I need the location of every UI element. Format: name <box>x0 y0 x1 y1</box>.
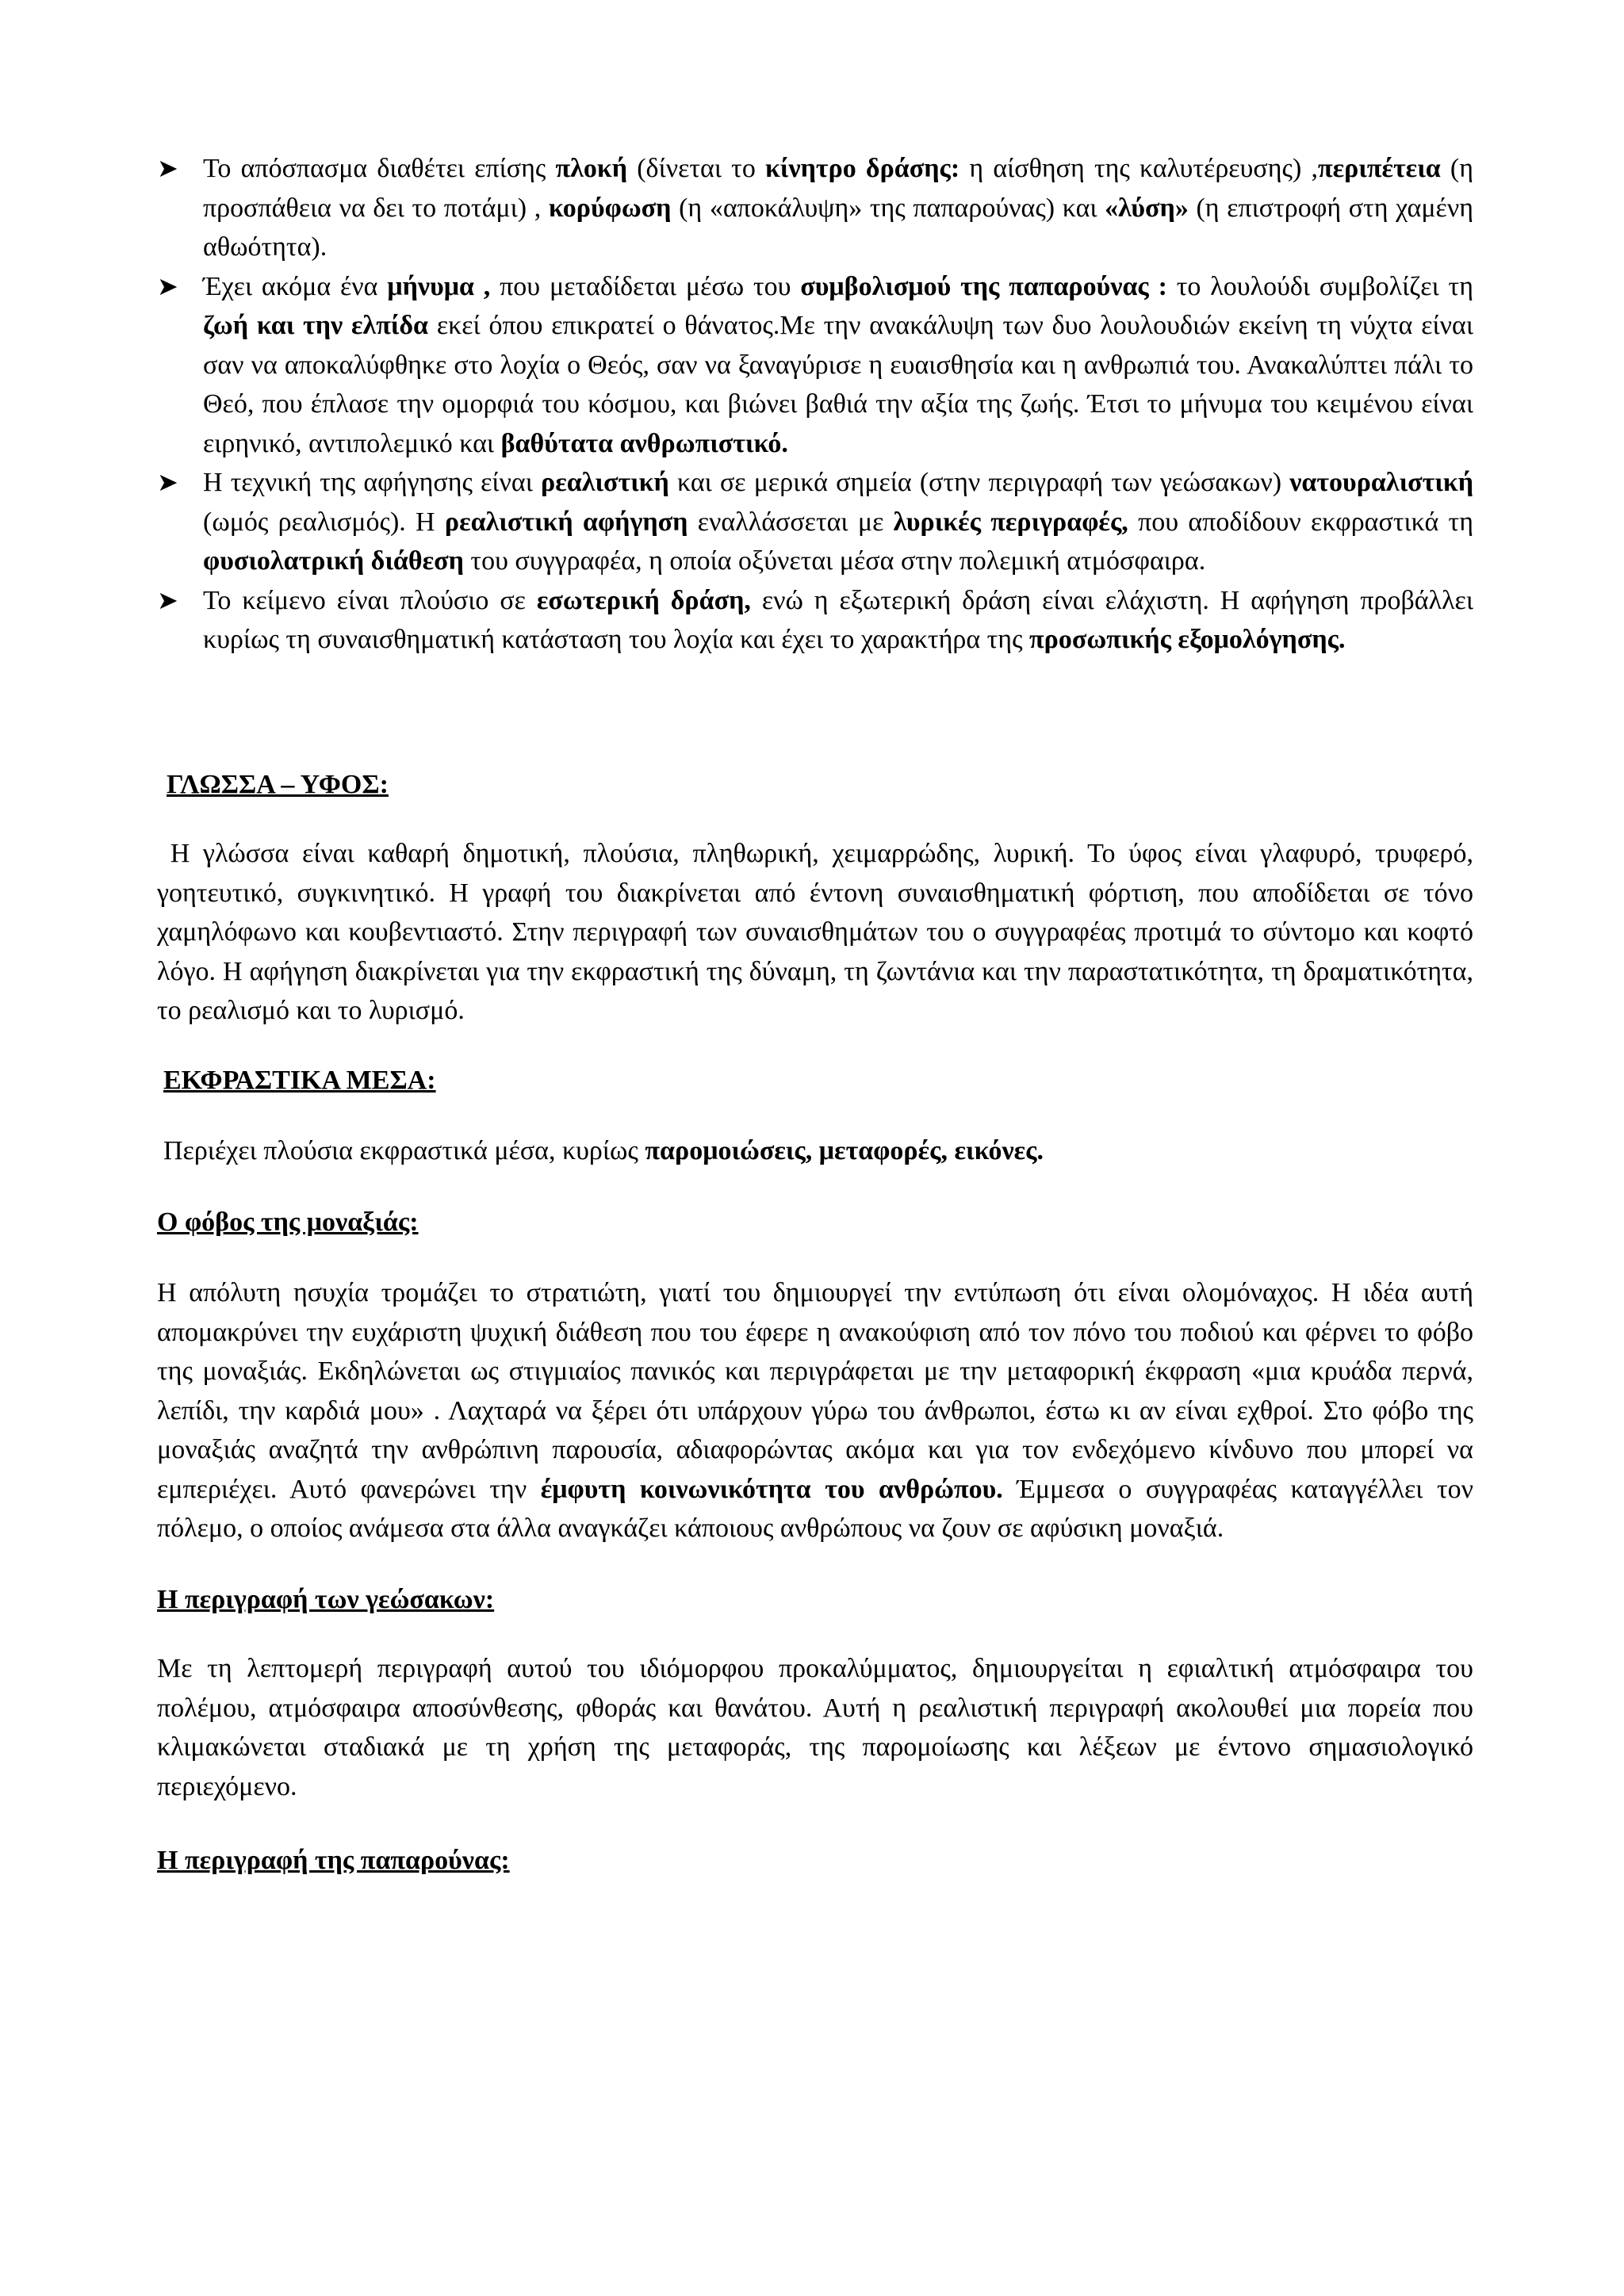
bold-text-segment: «λύση» <box>1105 193 1189 223</box>
bold-text-segment: ρεαλιστική αφήγηση <box>444 507 688 537</box>
bold-text-segment: μήνυμα , <box>387 271 491 301</box>
text-segment: του συγγραφέα, η οποία οξύνεται μέσα στην πολεμική ατμόσφαιρα. <box>463 546 1206 576</box>
arrow-bullet-icon: ➤ <box>157 468 178 496</box>
bold-text-segment: παρομοιώσεις, μεταφορές, εικόνες. <box>645 1136 1044 1165</box>
text-segment: Έχει ακόμα ένα <box>203 271 388 301</box>
text-segment: Περιέχει πλούσια εκφραστικά μέσα, κυρίως <box>163 1136 645 1165</box>
expressive-section <box>157 1061 1473 1171</box>
poppy-heading: Η περιγραφή της παπαρούνας: <box>157 1846 510 1875</box>
text-segment: (δίνεται το <box>627 154 765 183</box>
text-segment: (ωμός ρεαλισμός). Η <box>203 507 445 537</box>
bold-text-segment: κορύφωση <box>548 193 672 223</box>
language-text: Η γλώσσα είναι καθαρή δημοτική, πλούσια, πληθωρική, χειμαρρώδης, λυρική. Το ύφος είναι γλαφυρό, τρυφερό, γοητευτικό, συγκινητικό. Η γραφή του διακρίνεται από έντονη συναισθηματική φόρτιση, που αποδίδεται σε τόνο χαμηλόφωνο και κουβεντιαστό. Στην περιγραφή των συναισθημάτων του ο συγγραφέας προτιμά το σύντομο και κοφτό λόγο. Η αφήγηση διακρίνεται για την εκφραστική της δύναμη, τη ζωντάνια και την παραστατικότητα, τη δραματικότητα, το ρεαλισμό και το λυρισμό. <box>157 839 1473 1025</box>
fear-section <box>157 1203 1473 1548</box>
bullet-text <box>203 586 1473 655</box>
bullet-list <box>157 149 1473 660</box>
poppy-section <box>157 1841 1473 1881</box>
text-segment: (η επιστροφή στη χαμένη αθωότητα). <box>203 193 1473 262</box>
bullet-text <box>203 468 1473 576</box>
fear-heading: Ο φόβος της μοναξιάς: <box>157 1207 419 1237</box>
bold-text-segment: λυρικές περιγραφές, <box>893 507 1128 537</box>
text-segment: (η «αποκάλυψη» της παπαρούνας) και <box>671 193 1105 223</box>
text-segment: που μεταδίδεται μέσω του <box>490 271 801 301</box>
bold-text-segment: κίνητρο δράσης: <box>764 154 960 183</box>
expressive-paragraph <box>157 1131 1473 1171</box>
bullet-item-plot <box>157 149 1473 267</box>
gasbags-paragraph: Με τη λεπτομερή περιγραφή αυτού του ιδιόμορφου προκαλύμματος, δημιουργείται η εφιαλτική ατμόσφαιρα του πολέμου, ατμόσφαιρα αποσύνθεσης, φθοράς και θανάτου. Αυτή η ρεαλιστική περιγραφή ακολουθεί μια πορεία που κλιμακώνεται σταδιακά με τη χρήση της μεταφοράς, της παρομοίωσης και λέξεων με έντονο σημασιολογικό περιεχόμενο. <box>157 1654 1473 1801</box>
bold-text-segment: έμφυτη κοινωνικότητα του ανθρώπου. <box>540 1474 1003 1504</box>
bullet-text <box>203 154 1473 262</box>
text-segment: εναλλάσσεται με <box>688 507 894 537</box>
arrow-bullet-icon: ➤ <box>157 585 178 614</box>
bullet-item-technique <box>157 463 1473 581</box>
text-segment: που αποδίδουν εκφραστικά τη <box>1128 507 1473 537</box>
text-segment: και σε μερικά σημεία (στην περιγραφή των γεώσακων) <box>668 468 1290 497</box>
text-segment: ενώ η εξωτερική δράση είναι ελάχιστη. Η αφήγηση προβάλλει κυρίως τη συναισθηματική κατάσταση του λοχία και έχει το χαρακτήρα της <box>203 585 1473 654</box>
bold-text-segment: βαθύτατα ανθρωπιστικό. <box>500 428 788 458</box>
bold-text-segment: πλοκή <box>555 154 628 183</box>
text-segment: Η τεχνική της αφήγησης είναι <box>203 468 542 497</box>
text-segment: Το κείμενο είναι πλούσιο σε <box>203 585 537 615</box>
language-heading: ΓΛΩΣΣΑ – ΥΦΟΣ: <box>167 769 389 799</box>
arrow-bullet-icon: ➤ <box>157 271 178 300</box>
bullet-item-action <box>157 581 1473 660</box>
text-segment: το λουλούδι συμβολίζει τη <box>1166 271 1473 301</box>
text-segment: (η προσπάθεια να δει το ποτάμι) , <box>203 154 1473 223</box>
text-segment: Η απόλυτη ησυχία τρομάζει το στρατιώτη, γιατί του δημιουργεί την εντύπωση ότι είναι ολομόναχος. Η ιδέα αυτή απομακρύνει την ευχάριστη ψυχική διάθεση που του έφερε η ανακούφιση από τον πόνο του ποδιού και φέρνει το φόβο της μοναξιάς. Εκδηλώνεται ως στιγμιαίος πανικός και περιγράφεται με την μεταφορική έκφραση «μια κρυάδα περνά, λεπίδι, την καρδιά μου» . Λαχταρά να ξέρει ότι υπάρχουν γύρω του άνθρωποι, έστω κι αν είναι εχθροί. Στο φόβο της μοναξιάς αναζητά την ανθρώπινη παρουσία, αδιαφορώντας ακόμα και για τον ενδεχόμενο κίνδυνο που μπορεί να εμπεριέχει. Αυτό φανερώνει την <box>157 1278 1473 1504</box>
language-section <box>157 765 1473 1031</box>
bold-text-segment: φυσιολατρική διάθεση <box>203 546 464 576</box>
fear-paragraph <box>157 1273 1473 1548</box>
bold-text-segment: προσωπικής εξομολόγησης. <box>1029 625 1346 654</box>
bold-text-segment: εσωτερική δράση, <box>536 585 751 615</box>
arrow-bullet-icon: ➤ <box>157 154 178 182</box>
language-paragraph <box>157 834 1473 1031</box>
expressive-heading: ΕΚΦΡΑΣΤΙΚΑ ΜΕΣΑ: <box>163 1065 436 1095</box>
text-segment: Έμμεσα ο συγγραφέας καταγγέλλει τον πόλεμο, ο οποίος ανάμεσα στα άλλα αναγκάζει κάποιους ανθρώπους να ζουν σε αφύσικη μοναξιά. <box>157 1474 1474 1543</box>
text-segment: Το απόσπασμα διαθέτει επίσης <box>203 154 556 183</box>
text-segment: εκεί όπου επικρατεί ο θάνατος.Με την ανακάλυψη των δυο λουλουδιών εκείνη τη νύχτα είναι σαν να αποκαλύφθηκε στο λοχία ο Θεός, σαν να ξαναγύρισε η ευαισθησία και η ανθρωπιά του. Ανακαλύπτει πάλι το Θεό, που έπλασε την ομορφιά του κόσμου, και βιώνει βαθιά την αξία της ζωής. Έτσι το μήνυμα του κειμένου είναι ειρηνικό, αντιπολεμικό και <box>203 311 1473 458</box>
bold-text-segment: ρεαλιστική <box>541 468 669 497</box>
bold-text-segment: ζωή και την ελπίδα <box>203 311 429 340</box>
text-segment: η αίσθηση της καλυτέρευσης) , <box>959 154 1318 183</box>
bold-text-segment: νατουραλιστική <box>1289 468 1474 497</box>
gasbags-heading: Η περιγραφή των γεώσακων: <box>157 1584 495 1614</box>
bold-text-segment: συμβολισμού της παπαρούνας : <box>800 271 1167 301</box>
bullet-text <box>203 272 1473 458</box>
bullet-item-message <box>157 267 1473 464</box>
gasbags-section <box>157 1580 1473 1807</box>
bold-text-segment: περιπέτεια <box>1317 154 1441 183</box>
